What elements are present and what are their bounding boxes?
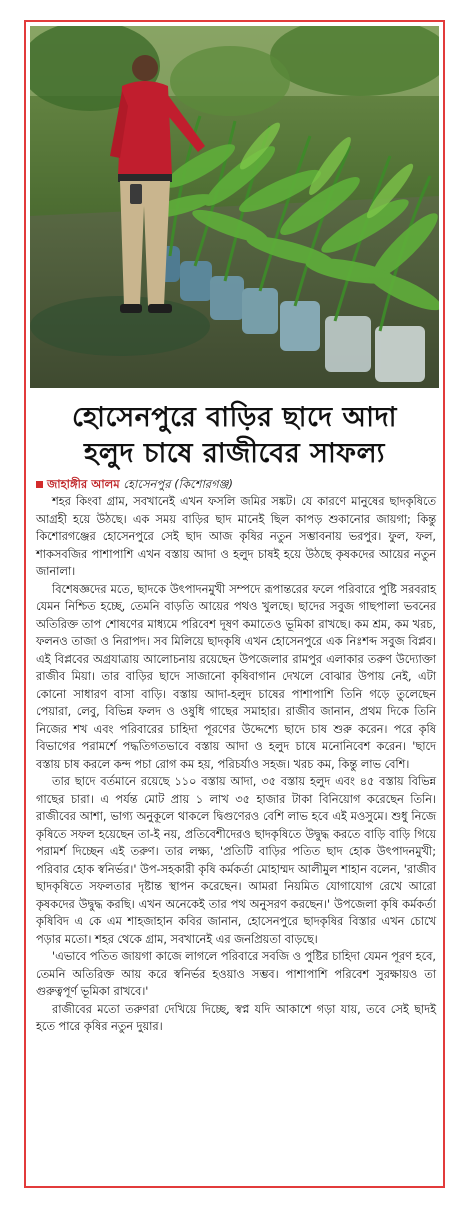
byline xyxy=(36,476,436,493)
paragraph-5: রাজীবের মতো তরুণরা দেখিয়ে দিচ্ছে, স্বপ্ন যদি আকাশে গড়া যায়, তবে সেই ছাদই হতে পারে কৃষির নতুন দুয়ার। xyxy=(36,1002,436,1033)
byline-place: হোসেনপুর (কিশোরগঞ্জ) xyxy=(123,477,233,491)
headline xyxy=(26,400,443,472)
article-body xyxy=(36,493,436,1036)
paragraph-1: শহর কিংবা গ্রাম, সবখানেই এখন ফসলি জমির সঙ্কট। যে কারণে মানুষের ছাদকৃষিতে আগ্রহী হয়ে উঠছে। এক সময় বাড়ির ছাদ মানেই ছিল কাপড় শুকানোর জায়গা; কিন্তু কিশোরগঞ্জের হোসেনপুরে সেই ছাদ আজ কৃষির নতুন সম্ভাবনায় ভরপুর। ফুল, ফল, শাকসবজির পাশাপাশি এখন বস্তায় আদা ও হলুদ চাষই হয়ে উঠছে কৃষকদের আয়ের নতুন জানালা। xyxy=(36,495,436,578)
rooftop-garden-photo xyxy=(30,26,439,388)
paragraph-4: 'এভাবে পতিত জায়গা কাজে লাগলে পরিবারে সবজি ও পুষ্টির চাহিদা যেমন পূরণ হবে, তেমনি অতিরিক্ত আয় করে স্বনির্ভর হওয়াও সম্ভব। পাশাপাশি পরিবেশ সুরক্ষায়ও তা গুরুত্বপূর্ণ ভূমিকা রাখবে।' xyxy=(36,950,436,998)
paragraph-3: তার ছাদে বর্তমানে রয়েছে ১১০ বস্তায় আদা, ৩৫ বস্তায় হলুদ এবং ৪৫ বস্তায় বিভিন্ন গাছের চারা। এ পর্যন্ত মোট প্রায় ১ লাখ ৩৫ হাজার টাকা বিনিয়োগ করেছেন তিনি। রাজীবের আশা, ভাগ্য অনুকূলে থাকলে দ্বিগুণেরও বেশি লাভ হবে এই মওসুমে। শুধু নিজে কৃষিতে সফল হয়েছেন তা-ই নয়, প্রতিবেশীদেরও ছাদকৃষিতে উদ্বুদ্ধ করতে বাড়ি বাড়ি গিয়ে পরামর্শ দিচ্ছেন এই তরুণ। তার লক্ষ্য, 'প্রতিটি বাড়ির পতিত ছাদ হোক উৎপাদনমুখী; পরিবার হোক স্বনির্ভর।' উপ-সহকারী কৃষি কর্মকর্তা মোহাম্মদ আলীমুল শাহান বলেন, 'রাজীব ছাদকৃষিতে সফলতার দৃষ্টান্ত স্থাপন করেছেন। আমরা নিয়মিত যোগাযোগ রেখে আরো কৃষকদের উদ্বুদ্ধ করছি। এখন অনেকেই তার পথ অনুসরণ করছেন।' উপজেলা কৃষি কর্মকর্তা কৃষিবিদ এ কে এম শাহজাহান কবির জানান, হোসেনপুরে ছাদকৃষির বিস্তার এখন চোখে পড়ার মতো। শহর থেকে গ্রাম, সবখানেই এর জনপ্রিয়তা বাড়ছে। xyxy=(36,775,436,946)
byline-author: জাহাঙ্গীর আলম xyxy=(47,477,120,491)
bullet-icon xyxy=(36,481,43,488)
headline-line-2: হলুদ চাষে রাজীবের সাফল্য xyxy=(84,438,385,469)
news-clipping xyxy=(24,20,445,1188)
news-photo xyxy=(30,26,439,388)
paragraph-2: বিশেষজ্ঞদের মতে, ছাদকে উৎপাদনমুখী সম্পদে রূপান্তরের ফলে পরিবারে পুষ্টি সরবরাহ যেমন নিশ্চিত হচ্ছে, তেমনি বাড়তি আয়ের পথও খুলছে। ছাদের সবুজ গাছপালা ভবনের অতিরিক্ত তাপ শোষণের মাধ্যমে পরিবেশ দূষণ কমাতেও ভূমিকা রাখছে। কম শ্রম, কম খরচ, ফলনও তাজা ও নিরাপদ। সব মিলিয়ে ছাদকৃষি এখন হোসেনপুরে এক নিঃশব্দ সবুজ বিপ্লব। এই বিপ্লবের অগ্রযাত্রায় আলোচনায় রয়েছেন উপজেলার রামপুর এলাকার তরুণ উদ্যোক্তা রাজীব মিয়া। তার বাড়ির ছাদে সাজানো কৃষিবাগান দেখলে বোঝার উপায় নেই, এটা কোনো সাধারণ বাসা বাড়ি। বস্তায় আদা-হলুদ চাষের পাশাপাশি তিনি গড়ে তুলেছেন পেয়ারা, লেবু, বিভিন্ন ফলদ ও ওষুধি গাছের সমাহার। রাজীব জানান, প্রথম দিকে তিনি নিজের শখ এবং পরিবারের চাহিদা পূরণের উদ্দেশ্যে ছাদে চাষ শুরু করেন। পরে কৃষি বিভাগের পরামর্শে পদ্ধতিগতভাবে বস্তায় আদা ও হলুদ চাষে মনোনিবেশ করেন। 'ছাদে বস্তায় চাষ করলে কন্দ পচা রোগ কম হয়, পরিচর্যাও সহজ। খরচ কম, কিন্তু লাভ বেশি। xyxy=(36,582,436,771)
headline-line-1: হোসেনপুরে বাড়ির ছাদে আদা xyxy=(72,402,397,433)
